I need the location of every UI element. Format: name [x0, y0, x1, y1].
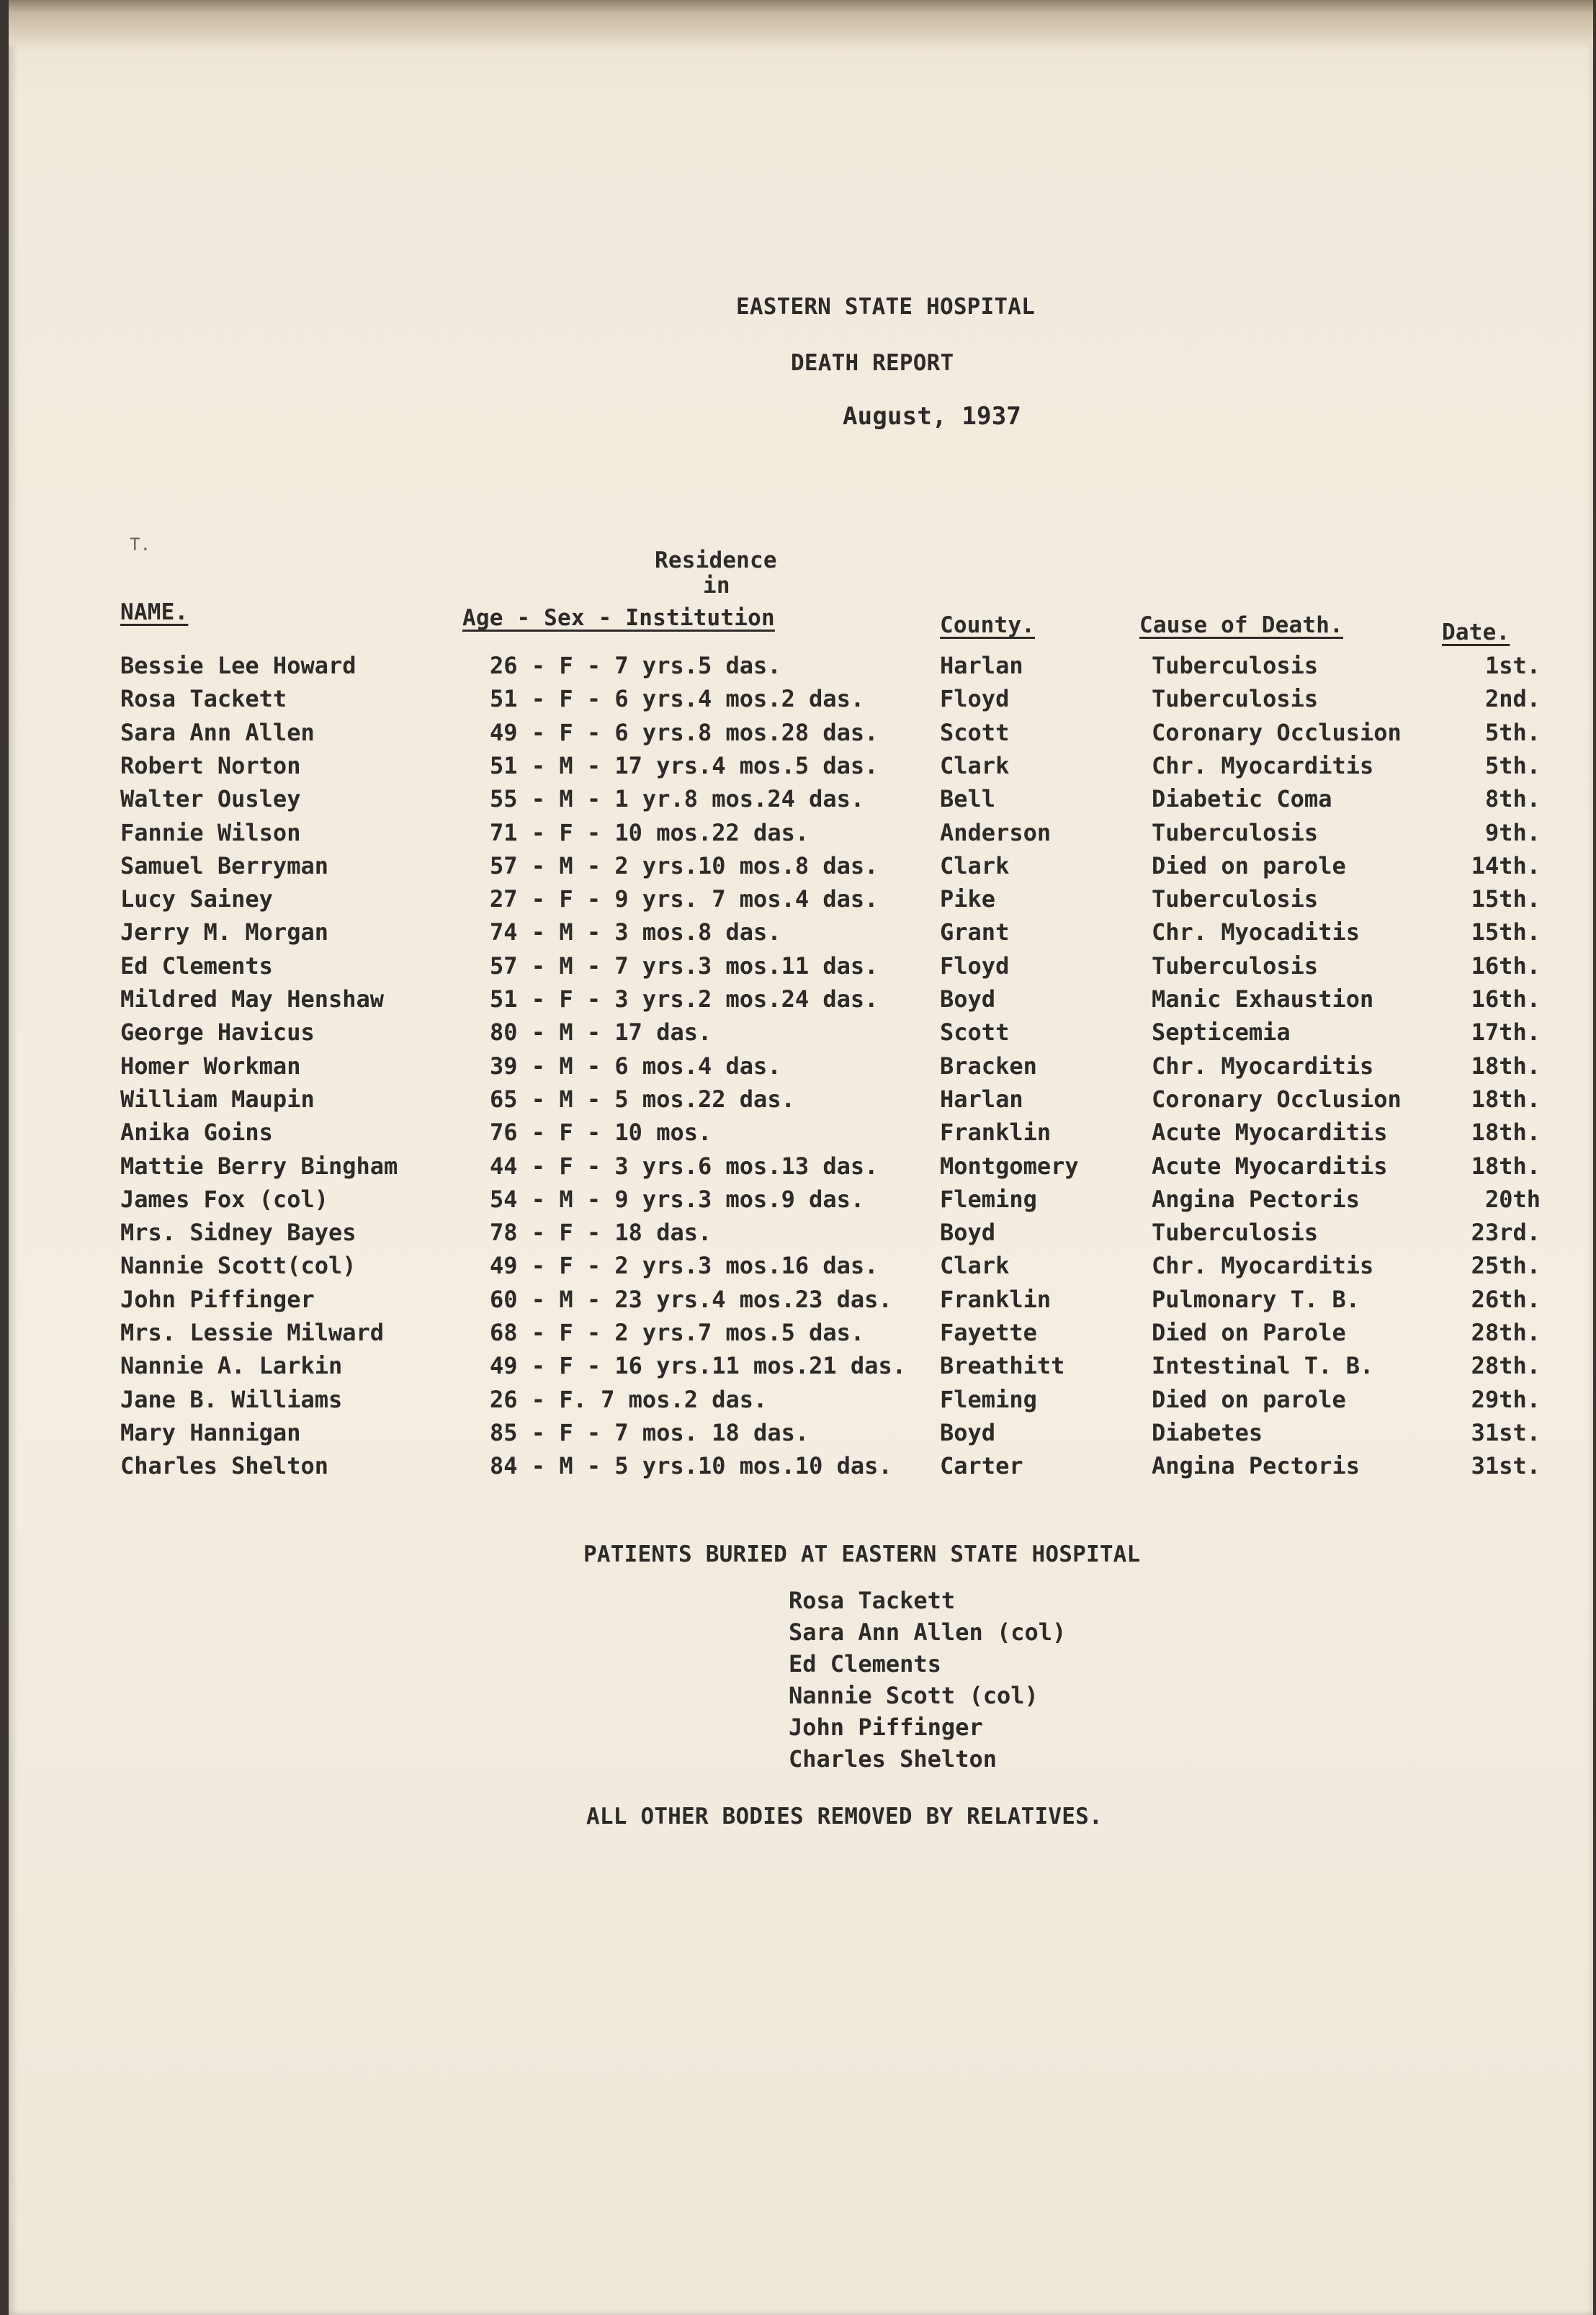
table-row [9, 817, 1593, 848]
table-row [9, 1116, 1593, 1148]
record-date: 25th. [1471, 1252, 1541, 1280]
county-column-header: County. [940, 612, 1036, 638]
table-row [9, 717, 1593, 748]
record-name: Homer Workman [120, 1052, 301, 1080]
record-county: Scott [940, 1018, 1010, 1047]
record-date: 18th. [1471, 1085, 1541, 1113]
record-date: 28th. [1471, 1352, 1541, 1380]
table-row [9, 916, 1593, 948]
record-name: Mary Hannigan [120, 1418, 301, 1446]
record-name: James Fox (col) [120, 1185, 328, 1213]
buried-patient-name: John Piffinger [789, 1714, 983, 1741]
record-county: Bell [940, 785, 996, 813]
marginal-mark: T. [130, 534, 151, 555]
record-cause-of-death: Angina Pectoris [1152, 1452, 1360, 1480]
record-age-sex-institution: 26 - F - 7 yrs.5 das. [490, 652, 781, 679]
buried-patient-name: Sara Ann Allen (col) [789, 1618, 1067, 1646]
table-row [9, 1317, 1593, 1348]
record-age-sex-institution: 49 - F - 16 yrs.11 mos.21 das. [490, 1352, 906, 1380]
record-county: Floyd [940, 951, 1010, 980]
record-date: 29th. [1471, 1385, 1541, 1413]
table-row [9, 783, 1593, 815]
record-name: Mrs. Sidney Bayes [120, 1219, 357, 1247]
record-cause-of-death: Diabetic Coma [1152, 785, 1332, 813]
record-county: Clark [940, 851, 1010, 879]
buried-patient-name: Charles Shelton [789, 1745, 997, 1773]
record-date: 23rd. [1471, 1219, 1541, 1247]
table-row [9, 1016, 1593, 1048]
record-date: 28th. [1471, 1319, 1541, 1346]
record-age-sex-institution: 55 - M - 1 yr.8 mos.24 das. [490, 785, 865, 813]
record-county: Bracken [940, 1052, 1037, 1080]
table-row [9, 1083, 1593, 1115]
date-column-header: Date. [1442, 619, 1510, 645]
table-row [9, 683, 1593, 715]
record-age-sex-institution: 71 - F - 10 mos.22 das. [490, 818, 810, 846]
record-age-sex-institution: 27 - F - 9 yrs. 7 mos.4 das. [490, 885, 879, 913]
record-county: Pike [940, 885, 996, 913]
record-age-sex-institution: 39 - M - 6 mos.4 das. [490, 1052, 781, 1080]
record-cause-of-death: Pulmonary T. B. [1152, 1285, 1360, 1313]
record-age-sex-institution: 80 - M - 17 das. [490, 1018, 712, 1047]
table-row [9, 850, 1593, 882]
record-date: 17th. [1471, 1018, 1541, 1047]
record-date: 20th [1484, 1185, 1541, 1213]
record-age-sex-institution: 51 - F - 6 yrs.4 mos.2 das. [490, 685, 865, 713]
record-cause-of-death: Diabetes [1152, 1418, 1263, 1446]
record-date: 5th. [1484, 751, 1541, 779]
record-date: 18th. [1471, 1152, 1541, 1180]
table-row [9, 1384, 1593, 1415]
record-date: 18th. [1471, 1052, 1541, 1080]
table-row [9, 1250, 1593, 1281]
record-cause-of-death: Chr. Myocarditis [1152, 1252, 1374, 1280]
record-county: Fayette [940, 1319, 1037, 1346]
report-month: August, 1937 [843, 402, 1022, 431]
record-name: Jane B. Williams [120, 1385, 343, 1413]
record-county: Franklin [940, 1119, 1052, 1147]
record-name: Walter Ousley [120, 785, 301, 813]
record-county: Harlan [940, 1085, 1023, 1113]
table-row [9, 1150, 1593, 1182]
record-cause-of-death: Died on parole [1152, 851, 1346, 879]
record-county: Scott [940, 718, 1010, 746]
record-cause-of-death: Chr. Myocarditis [1152, 751, 1374, 779]
record-cause-of-death: Tuberculosis [1152, 685, 1319, 713]
record-name: Lucy Sainey [120, 885, 273, 913]
record-age-sex-institution: 51 - F - 3 yrs.2 mos.24 das. [490, 985, 879, 1013]
record-age-sex-institution: 49 - F - 2 yrs.3 mos.16 das. [490, 1252, 879, 1280]
cause-column-header: Cause of Death. [1139, 612, 1343, 638]
record-age-sex-institution: 60 - M - 23 yrs.4 mos.23 das. [490, 1285, 892, 1313]
record-age-sex-institution: 84 - M - 5 yrs.10 mos.10 das. [490, 1452, 892, 1480]
record-name: John Piffinger [120, 1285, 315, 1313]
record-county: Floyd [940, 685, 1010, 713]
record-cause-of-death: Manic Exhaustion [1152, 985, 1374, 1013]
record-date: 15th. [1471, 885, 1541, 913]
record-name: Rosa Tackett [120, 685, 287, 713]
buried-patient-name: Ed Clements [789, 1650, 941, 1678]
table-row [9, 650, 1593, 681]
record-age-sex-institution: 78 - F - 18 das. [490, 1219, 712, 1247]
record-date: 9th. [1484, 818, 1541, 846]
record-county: Harlan [940, 652, 1023, 679]
record-county: Montgomery [940, 1152, 1079, 1180]
record-county: Anderson [940, 818, 1052, 846]
record-name: Robert Norton [120, 751, 301, 779]
record-age-sex-institution: 57 - M - 2 yrs.10 mos.8 das. [490, 851, 879, 879]
record-date: 31st. [1471, 1452, 1541, 1480]
record-county: Carter [940, 1452, 1023, 1480]
burials-heading: PATIENTS BURIED AT EASTERN STATE HOSPITAL [583, 1541, 1141, 1567]
record-name: William Maupin [120, 1085, 315, 1113]
record-name: Samuel Berryman [120, 851, 328, 879]
age-column-header: Age - Sex - Institution [462, 605, 775, 631]
table-row [9, 1050, 1593, 1082]
table-row [9, 1450, 1593, 1482]
record-name: Ed Clements [120, 951, 273, 980]
record-age-sex-institution: 65 - M - 5 mos.22 das. [490, 1085, 795, 1113]
record-cause-of-death: Chr. Myocarditis [1152, 1052, 1374, 1080]
record-county: Franklin [940, 1285, 1052, 1313]
record-name: Charles Shelton [120, 1452, 328, 1480]
record-cause-of-death: Acute Myocarditis [1152, 1119, 1388, 1147]
table-row [9, 1217, 1593, 1248]
table-row [9, 1183, 1593, 1215]
record-cause-of-death: Tuberculosis [1152, 652, 1319, 679]
record-name: Nannie Scott(col) [120, 1252, 357, 1280]
record-county: Boyd [940, 1219, 996, 1247]
record-age-sex-institution: 68 - F - 2 yrs.7 mos.5 das. [490, 1319, 865, 1346]
record-name: Mrs. Lessie Milward [120, 1319, 385, 1346]
buried-patient-name: Nannie Scott (col) [789, 1682, 1039, 1709]
record-county: Clark [940, 1252, 1010, 1280]
record-cause-of-death: Died on parole [1152, 1385, 1346, 1413]
record-age-sex-institution: 76 - F - 10 mos. [490, 1119, 712, 1147]
record-cause-of-death: Acute Myocarditis [1152, 1152, 1388, 1180]
table-row [9, 1350, 1593, 1382]
table-row [9, 983, 1593, 1015]
record-age-sex-institution: 49 - F - 6 yrs.8 mos.28 das. [490, 718, 879, 746]
record-cause-of-death: Intestinal T. B. [1152, 1352, 1374, 1380]
hospital-title: EASTERN STATE HOSPITAL [736, 294, 1035, 320]
document-page [9, 0, 1593, 2315]
record-cause-of-death: Chr. Myocaditis [1152, 918, 1360, 946]
record-cause-of-death: Died on Parole [1152, 1319, 1346, 1346]
table-row [9, 950, 1593, 982]
record-date: 1st. [1484, 652, 1541, 679]
record-date: 16th. [1471, 985, 1541, 1013]
record-cause-of-death: Tuberculosis [1152, 951, 1319, 980]
record-date: 14th. [1471, 851, 1541, 879]
residence-in-header: in [703, 573, 730, 599]
record-county: Boyd [940, 1418, 996, 1446]
record-county: Fleming [940, 1185, 1037, 1213]
residence-header: Residence [655, 547, 777, 573]
record-name: Bessie Lee Howard [120, 652, 357, 679]
record-name: Jerry M. Morgan [120, 918, 328, 946]
record-county: Clark [940, 751, 1010, 779]
report-title: DEATH REPORT [791, 350, 954, 376]
record-date: 15th. [1471, 918, 1541, 946]
name-column-header: NAME. [120, 599, 189, 625]
record-county: Breathitt [940, 1352, 1065, 1380]
record-age-sex-institution: 57 - M - 7 yrs.3 mos.11 das. [490, 951, 879, 980]
record-date: 26th. [1471, 1285, 1541, 1313]
record-name: Sara Ann Allen [120, 718, 315, 746]
record-date: 18th. [1471, 1119, 1541, 1147]
record-age-sex-institution: 74 - M - 3 mos.8 das. [490, 918, 781, 946]
table-row [9, 883, 1593, 915]
record-cause-of-death: Tuberculosis [1152, 885, 1319, 913]
record-age-sex-institution: 51 - M - 17 yrs.4 mos.5 das. [490, 751, 879, 779]
record-name: Mildred May Henshaw [120, 985, 385, 1013]
record-cause-of-death: Coronary Occlusion [1152, 1085, 1402, 1113]
record-age-sex-institution: 85 - F - 7 mos. 18 das. [490, 1418, 810, 1446]
record-cause-of-death: Tuberculosis [1152, 818, 1319, 846]
record-age-sex-institution: 54 - M - 9 yrs.3 mos.9 das. [490, 1185, 865, 1213]
record-name: Mattie Berry Bingham [120, 1152, 398, 1180]
table-row [9, 1284, 1593, 1315]
table-row [9, 750, 1593, 782]
record-cause-of-death: Tuberculosis [1152, 1219, 1319, 1247]
record-date: 16th. [1471, 951, 1541, 980]
record-name: George Havicus [120, 1018, 315, 1047]
record-age-sex-institution: 44 - F - 3 yrs.6 mos.13 das. [490, 1152, 879, 1180]
record-date: 2nd. [1484, 685, 1541, 713]
record-name: Nannie A. Larkin [120, 1352, 343, 1380]
record-date: 5th. [1484, 718, 1541, 746]
page-top-edge [9, 0, 1593, 50]
record-cause-of-death: Coronary Occlusion [1152, 718, 1402, 746]
record-age-sex-institution: 26 - F. 7 mos.2 das. [490, 1385, 768, 1413]
record-cause-of-death: Angina Pectoris [1152, 1185, 1360, 1213]
burials-footer: ALL OTHER BODIES REMOVED BY RELATIVES. [586, 1804, 1103, 1830]
table-row [9, 1417, 1593, 1448]
record-county: Grant [940, 918, 1010, 946]
buried-patient-name: Rosa Tackett [789, 1587, 956, 1614]
record-cause-of-death: Septicemia [1152, 1018, 1291, 1047]
record-name: Fannie Wilson [120, 818, 301, 846]
record-date: 31st. [1471, 1418, 1541, 1446]
record-county: Boyd [940, 985, 996, 1013]
record-name: Anika Goins [120, 1119, 273, 1147]
record-date: 8th. [1484, 785, 1541, 813]
record-county: Fleming [940, 1385, 1037, 1413]
